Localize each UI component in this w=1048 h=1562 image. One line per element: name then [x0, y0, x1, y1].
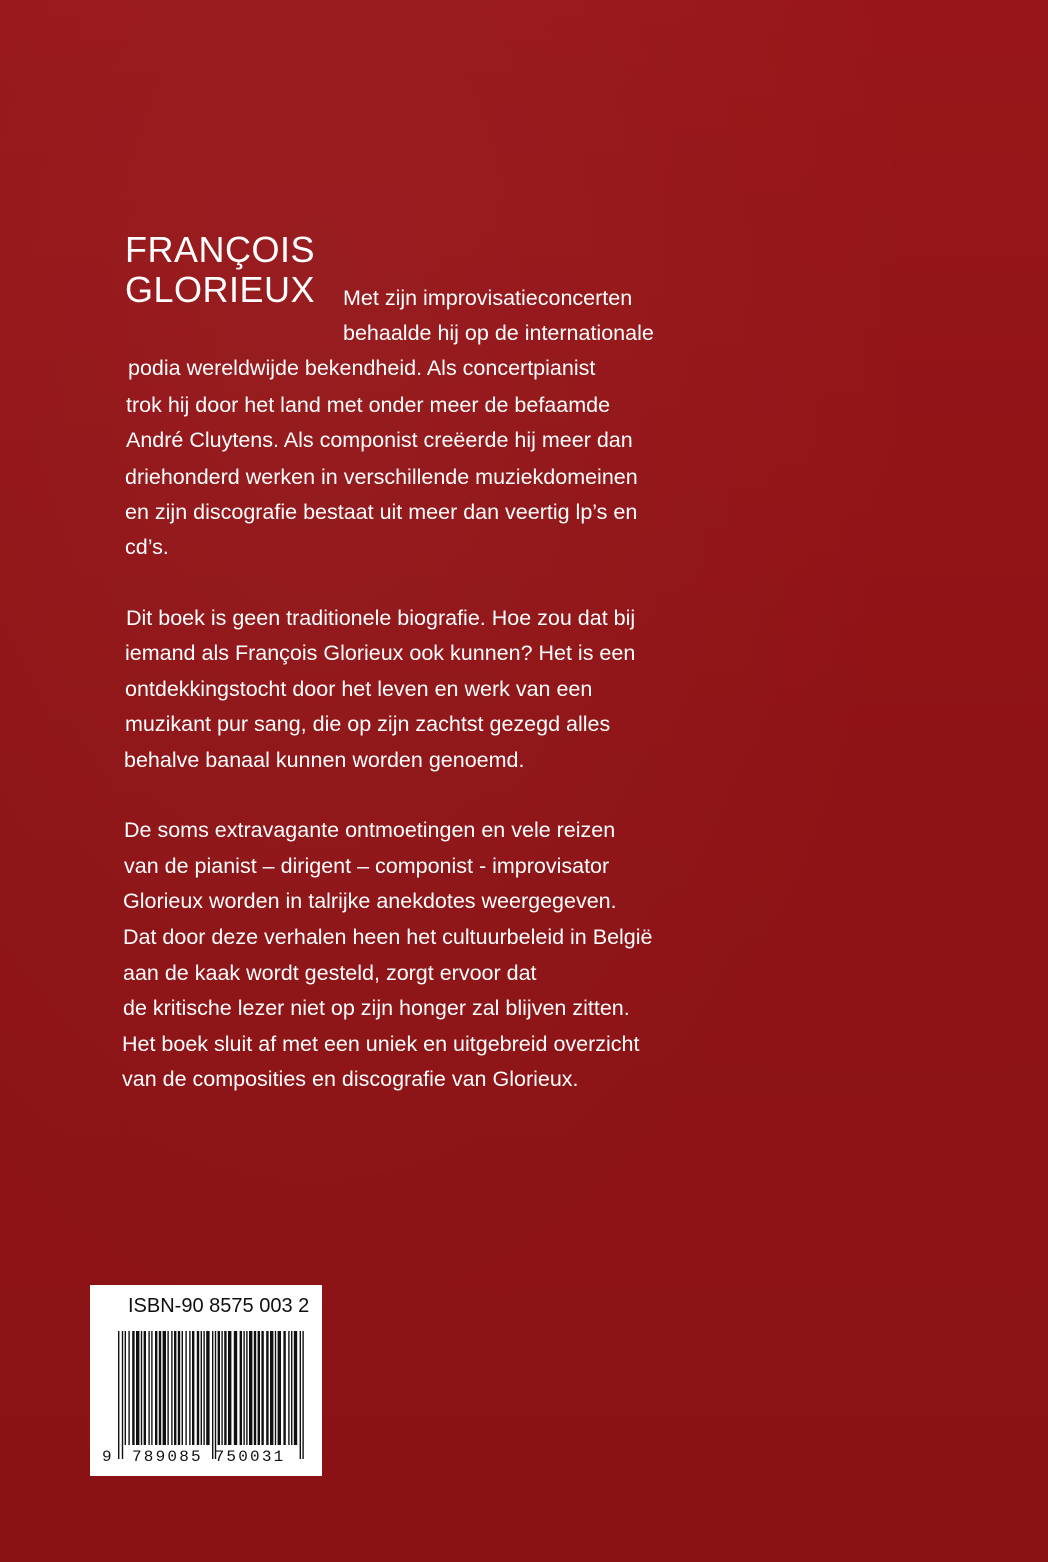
barcode-bar	[246, 1331, 247, 1445]
barcode-bar	[215, 1331, 216, 1459]
barcode-bar	[189, 1331, 190, 1445]
paragraph-3-line-7: Het boek sluit af met een uniek en uitgebreid overzicht	[122, 1032, 640, 1056]
barcode-bar	[141, 1331, 142, 1445]
barcode-bar	[254, 1331, 256, 1445]
barcode-bar	[224, 1331, 226, 1445]
barcode-digits: 789085 750031	[132, 1448, 286, 1466]
paragraph-3-line-2: van de pianist – dirigent – componist - improvisator	[124, 854, 610, 878]
barcode-box	[90, 1285, 322, 1476]
barcode-bar	[261, 1331, 263, 1445]
barcode-lead-digit: 9	[102, 1448, 112, 1466]
barcode-bar	[163, 1331, 166, 1445]
barcode-bar	[159, 1331, 161, 1445]
barcode-bar	[203, 1331, 204, 1445]
paragraph-2-line-1: Dit boek is geen traditionele biografie. Hoe zou dat bij	[126, 606, 636, 630]
barcode-bar	[258, 1331, 260, 1445]
barcode-bar	[266, 1331, 268, 1445]
barcode-bar	[278, 1331, 281, 1445]
barcode-bar	[283, 1331, 285, 1445]
barcode-bar	[132, 1331, 134, 1445]
paragraph-1-line-5: André Cluytens. Als componist creëerde hij meer dan	[126, 428, 633, 452]
barcode-bar	[275, 1331, 276, 1445]
paragraph-1-line-7: en zijn discografie bestaat uit meer dan veertig lp’s en	[125, 500, 638, 524]
paragraph-2-line-2: iemand als François Glorieux ook kunnen? Het is een	[125, 641, 636, 665]
barcode-bar	[148, 1331, 149, 1445]
title-line-2: GLORIEUX	[125, 269, 316, 310]
paragraph-3-line-6: de kritische lezer niet op zijn honger zal blijven zitten.	[123, 996, 630, 1020]
paragraph-1-line-4: trok hij door het land met onder meer de befaamde	[126, 393, 611, 417]
barcode-bar	[151, 1331, 152, 1445]
paragraph-2-line-5: behalve banaal kunnen worden genoemd.	[124, 748, 525, 772]
barcode-bar	[125, 1331, 126, 1445]
paragraph-1-line-1: Met zijn improvisatieconcerten	[343, 286, 633, 310]
barcode-bar	[243, 1331, 244, 1445]
barcode-bar	[192, 1331, 194, 1445]
barcode-bar	[240, 1331, 242, 1445]
barcode-bar	[249, 1331, 252, 1445]
paragraph-3-line-4: Dat door deze verhalen heen het cultuurbeleid in België	[123, 925, 653, 949]
isbn-label: ISBN-90 8575 003 2	[128, 1295, 310, 1317]
paragraph-3-line-3: Glorieux worden in talrijke anekdotes weergegeven.	[123, 889, 617, 913]
barcode-bar	[291, 1331, 292, 1445]
paragraph-1-line-2: behaalde hij op de internationale	[343, 321, 654, 345]
barcode-bar	[182, 1331, 183, 1445]
barcode-bar	[234, 1331, 237, 1445]
barcode-bar	[128, 1331, 129, 1445]
barcode-bars	[118, 1331, 308, 1459]
barcode-bar	[178, 1331, 180, 1445]
paragraph-1-line-3: podia wereldwijde bekendheid. Als concertpianist	[128, 356, 596, 380]
title-line-1: FRANÇOIS	[125, 229, 316, 270]
barcode-bar	[171, 1331, 172, 1445]
barcode-bar	[185, 1331, 186, 1445]
barcode-bar	[197, 1331, 199, 1445]
barcode-bar	[294, 1331, 297, 1445]
barcode-bar	[221, 1331, 222, 1445]
barcode-bar	[302, 1331, 303, 1459]
barcode-bar	[174, 1331, 176, 1445]
paragraph-3-line-1: De soms extravagante ontmoetingen en vele reizen	[124, 818, 616, 842]
paragraph-3-line-8: van de composities en discografie van Glorieux.	[122, 1067, 579, 1091]
barcode-bar	[300, 1331, 301, 1459]
barcode-bar	[136, 1331, 139, 1445]
barcode-bar	[118, 1331, 119, 1459]
barcode-bar	[144, 1331, 146, 1445]
barcode-bar	[228, 1331, 231, 1445]
paragraph-1-line-8: cd’s.	[125, 535, 169, 559]
barcode-bar	[270, 1331, 273, 1445]
barcode-bar	[122, 1331, 123, 1459]
barcode-bar	[155, 1331, 157, 1445]
barcode-bar	[288, 1331, 289, 1445]
paragraph-1-line-6: driehonderd werken in verschillende muziekdomeinen	[125, 465, 638, 489]
barcode-bar	[212, 1331, 213, 1459]
paragraph-2-line-4: muzikant pur sang, die op zijn zachtst gezegd alles	[125, 712, 611, 736]
paragraph-3-line-5: aan de kaak wordt gesteld, zorgt ervoor dat	[123, 961, 537, 985]
barcode-bar	[218, 1331, 220, 1445]
paragraph-2-line-3: ontdekkingstocht door het leven en werk van een	[125, 677, 593, 701]
barcode-bar	[167, 1331, 168, 1445]
barcode-bar	[206, 1331, 209, 1445]
barcode-bar	[201, 1331, 202, 1445]
